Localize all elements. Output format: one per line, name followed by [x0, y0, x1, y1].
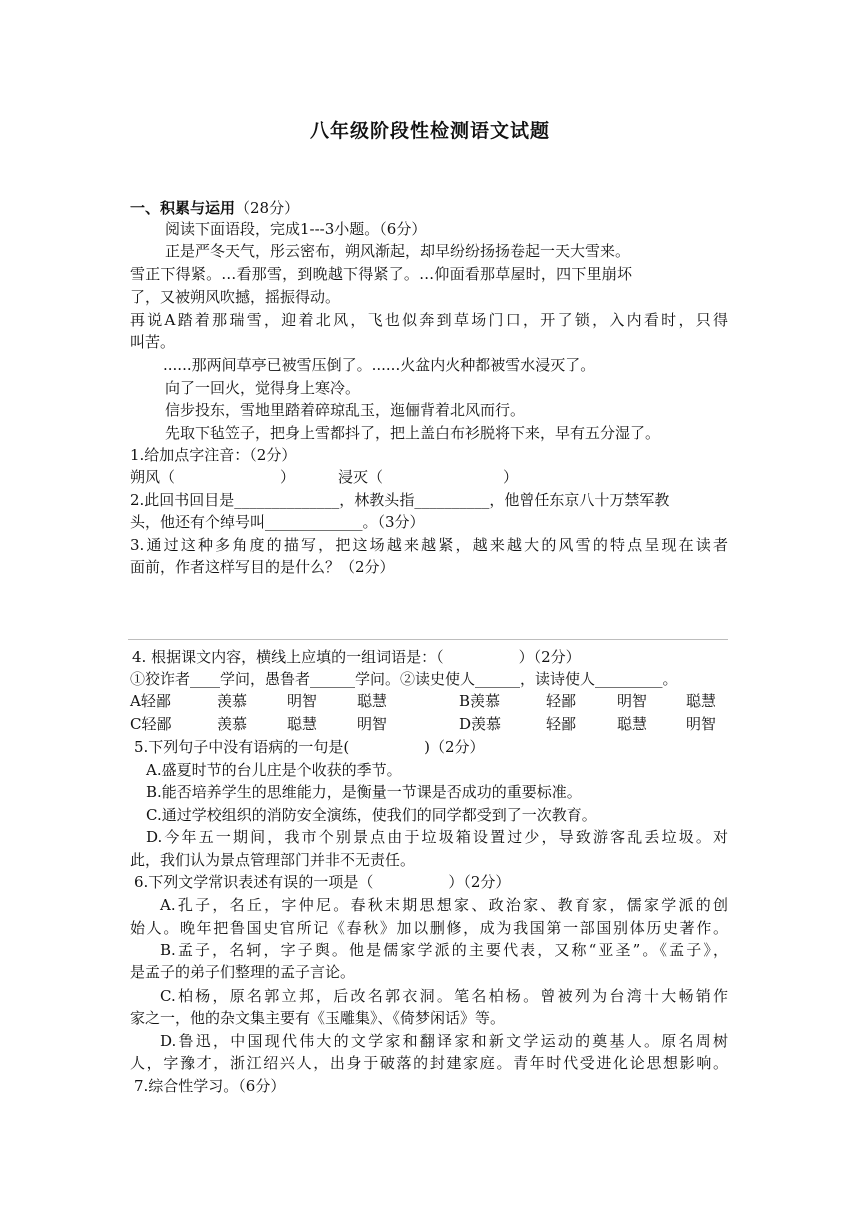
option-word: 明智 [686, 715, 717, 733]
question-5-option: B.能否培养学生的思维能力，是衡量一节课是否成功的重要标准。 [146, 783, 582, 801]
question-6: 6.下列文学常识表述有误的一项是（ ）（2分） [134, 873, 511, 891]
pinyin-blank-label: 朔风（ [130, 468, 176, 486]
question-3: 3.通过这种多角度的描写，把这场越来越紧，越来越大的风雪的特点呈现在读者 [130, 536, 728, 554]
question-6-option: B.孟子，名轲，字子舆。他是儒家学派的主要代表，又称“亚圣”。《孟子》， [160, 941, 728, 959]
question-6-option: A.孔子，名丘，字仲尼。春秋末期思想家、政治家、教育家，儒家学派的创 [160, 896, 728, 914]
option-word: 明智 [617, 692, 648, 710]
question-6-option: C.柏杨，原名郭立邦，后改名郭衣洞。笔名柏杨。曾被列为台湾十大畅销作 [160, 987, 728, 1005]
question-1: 1.给加点字注音：（2分） [130, 446, 297, 464]
passage-line: ......那两间草亭已被雪压倒了。......火盆内火种都被雪水浸灭了。 [163, 356, 596, 374]
pinyin-blank-close: ） [280, 468, 296, 486]
question-2: 2.此回书回目是______________，林教头指__________，他曾任东京八十万禁军教 [130, 491, 670, 509]
option-word: 聪慧 [686, 692, 717, 710]
passage-line: 正是严冬天气，彤云密布，朔风渐起，却早纷纷扬扬卷起一天大雪来。 [165, 242, 631, 260]
question-4: ①狡诈者____学问，愚鲁者______学问。②读史使人______，读诗使人_________。 [130, 670, 678, 688]
passage-line: 再说A踏着那瑞雪，迎着北风，飞也似奔到草场门口，开了锁，入内看时，只得 [130, 311, 728, 329]
question-5: 5.下列句子中没有语病的一句是( )（2分） [134, 738, 485, 756]
question-6-option: 人，字豫才，浙江绍兴人，出身于破落的封建家庭。青年时代受进化论思想影响。 [130, 1054, 728, 1072]
option-row [130, 691, 730, 711]
option-word: C轻鄙 [130, 715, 172, 733]
question-6-option: D.鲁迅，中国现代伟大的文学家和翻译家和新文学运动的奠基人。原名周树 [160, 1032, 728, 1050]
option-word: 羡慕 [217, 715, 248, 733]
question-6-option: 是孟子的弟子们整理的孟子言论。 [130, 963, 356, 981]
option-row [130, 714, 730, 734]
question-4: 4. 根据课文内容，横线上应填的一组词语是：（ ）（2分） [132, 648, 581, 666]
question-3: 面前，作者这样写目的是什么？（2分） [130, 558, 395, 576]
passage-line: 了，又被朔风吹撼，摇振得动。 [130, 288, 341, 306]
option-word: 聪慧 [287, 715, 318, 733]
option-word: 明智 [357, 715, 388, 733]
passage-line: 先取下毡笠子，把身上雪都抖了，把上盖白布衫脱将下来，早有五分湿了。 [165, 424, 661, 442]
section-heading [130, 198, 299, 218]
pinyin-blank-label: 浸灭（ [338, 468, 384, 486]
question-1-blanks [130, 467, 730, 487]
option-word: 羡慕 [217, 692, 248, 710]
passage-line: 雪正下得紧。…看那雪，到晚越下得紧了。…仰面看那草屋时，四下里崩坏 [130, 265, 632, 283]
option-word: 聪慧 [617, 715, 648, 733]
question-5-option: C.通过学校组织的消防安全演练，使我们的同学都受到了一次教育。 [146, 806, 597, 824]
option-word: D羡慕 [459, 715, 502, 733]
question-5-option: D.今年五一期间，我市个别景点由于垃圾箱设置过少，导致游客乱丢垃圾。对 [146, 828, 728, 846]
question-5-option: A.盛夏时节的台儿庄是个收获的季节。 [146, 761, 402, 779]
question-5-option: 此，我们认为景点管理部门并非不无责任。 [130, 851, 416, 869]
question-7: 7.综合性学习。（6分） [134, 1077, 286, 1095]
passage-line: 叫苦。 [130, 333, 176, 351]
question-6-option: 家之一，他的杂文集主要有《玉雕集》、《倚梦闲话》等。 [130, 1009, 506, 1027]
option-word: B羡慕 [459, 692, 501, 710]
passage-line: 信步投东，雪地里踏着碎琼乱玉，迤俪背着北风而行。 [165, 401, 526, 419]
page-title: 八年级阶段性检测语文试题 [309, 120, 550, 142]
question-6-option: 始人。晚年把鲁国史官所记《春秋》加以删修，成为我国第一部国别体历史著作。 [130, 919, 728, 937]
pinyin-blank-close: ） [503, 468, 519, 486]
section-heading-score: （28分） [235, 199, 300, 217]
option-word: 轻鄙 [546, 715, 577, 733]
option-word: 轻鄙 [546, 692, 577, 710]
option-word: 聪慧 [357, 692, 388, 710]
reading-instruction: 阅读下面语段，完成1---3小题。（6分） [165, 220, 427, 238]
passage-line: 向了一回火，觉得身上寒冷。 [165, 379, 361, 397]
section-heading-label: 一、积累与运用 [130, 199, 236, 217]
option-word: A轻鄙 [130, 692, 171, 710]
option-word: 明智 [287, 692, 318, 710]
question-2: 头，他还有个绰号叫_____________。（3分） [130, 513, 425, 531]
divider [128, 639, 728, 640]
